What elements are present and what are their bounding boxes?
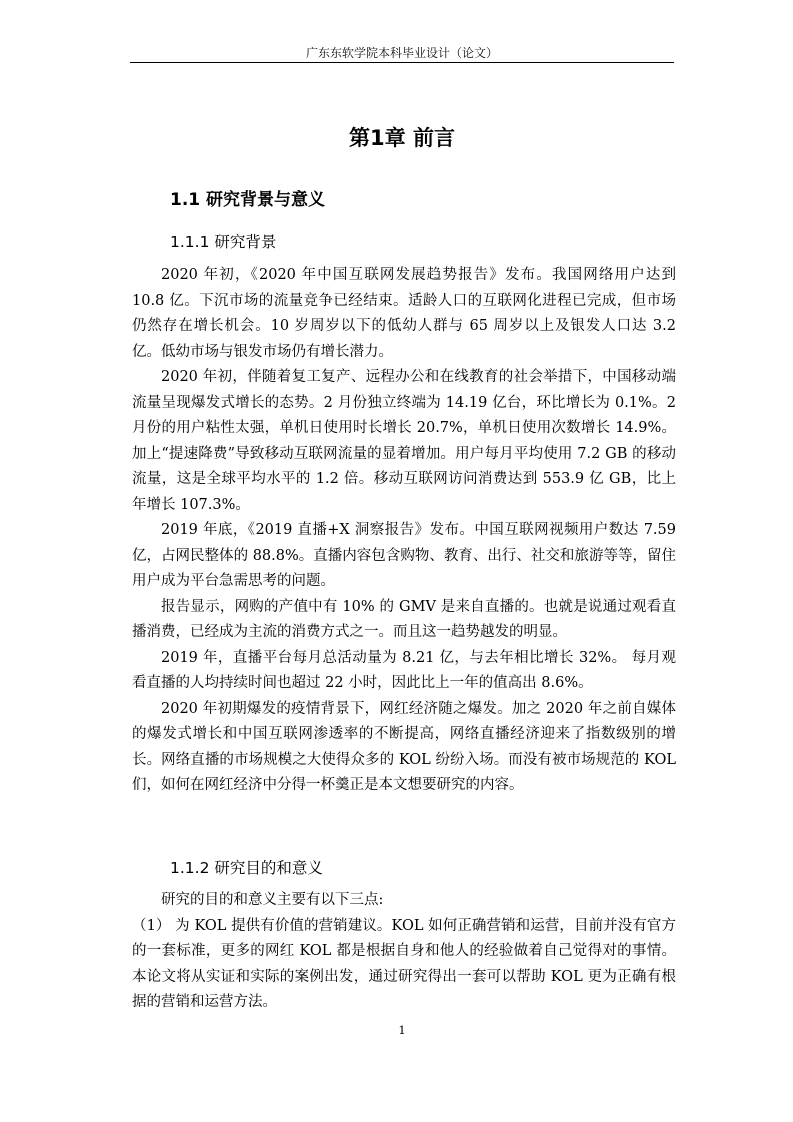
section-title: 1.1 研究背景与意义 (170, 190, 326, 210)
paragraph: 2019 年底，《2019 直播+X 洞察报告》发布。中国互联网视频用户数达 7.59 亿，占网民整体的 88.8%。直播内容包含购物、教育、出行、社交和旅游等等，留住用户成为平台急需思考的问题。 (132, 522, 676, 589)
paragraph: 2020 年初，伴随着复工复产、远程办公和在线教育的社会举措下，中国移动端流量呈现爆发式增长的态势。2 月份独立终端为 14.19 亿台，环比增长为 0.1%。2 月份的用户粘性太强，单机日使用时长增长 20.7%，单机日使用次数增长 14.9%。加上“提速降费”导致移动互联网流量的显着增加。用户每月平均使用 7.2 GB 的移动流量，这是全球平均水平的 1.2 倍。移动互联网访问消费达到 553.9 亿 GB，比上年增长 107.3%。 (132, 369, 676, 513)
header-title: 广东东软学院本科毕业设计（论文） (305, 46, 498, 60)
paragraph: 报告显示，网购的产值中有 10% 的 GMV 是来自直播的。也就是说通过观看直播消费，已经成为主流的消费方式之一。而且这一趋势越发的明显。 (132, 598, 676, 640)
subsection-title-background: 1.1.1 研究背景 (170, 233, 277, 251)
background-body (132, 263, 676, 799)
chapter-title: 第1章 前言 (349, 126, 455, 150)
header-rule (130, 62, 674, 63)
paragraph-intro: 研究的目的和意义主要有以下三点: (161, 892, 384, 908)
paragraph: 2020 年初，《2020 年中国互联网发展趋势报告》发布。我国网络用户达到 10.8 亿。下沉市场的流量竞争已经结束。适龄人口的互联网化进程已完成，但市场仍然存在增长机会。10 岁周岁以下的低幼人群与 65 周岁以上及银发人口达 3.2 亿。低幼市场与银发市场仍有增长潜力。 (132, 267, 676, 360)
subsection-title-purpose: 1.1.2 研究目的和意义 (170, 859, 323, 877)
list-item: （1） 为 KOL 提供有价值的营销建议。KOL 如何正确营销和运营，目前并没有官方的一套标准，更多的网红 KOL 都是根据自身和他人的经验做着自己觉得对的事情。本论文将从实证和实际的案例出发，通过研究得出一套可以帮助 KOL 更为正确有根据的营销和运营方法。 (132, 917, 676, 1010)
page-number: 1 (398, 1023, 406, 1037)
paragraph: 2019 年，直播平台每月总活动量为 8.21 亿，与去年相比增长 32%。 每月观看直播的人均持续时间也超过 22 小时，因此比上一年的值高出 8.6%。 (132, 649, 676, 691)
paragraph: 2020 年初期爆发的疫情背景下，网红经济随之爆发。加之 2020 年之前自媒体的爆发式增长和中国互联网渗透率的不断提高，网络直播经济迎来了指数级别的增长。网络直播的市场规模之大使得众多的 KOL 纷纷入场。而没有被市场规范的 KOL 们，如何在网红经济中分得一杯羹正是本文想要研究的内容。 (132, 700, 676, 793)
purpose-body (132, 888, 676, 1016)
